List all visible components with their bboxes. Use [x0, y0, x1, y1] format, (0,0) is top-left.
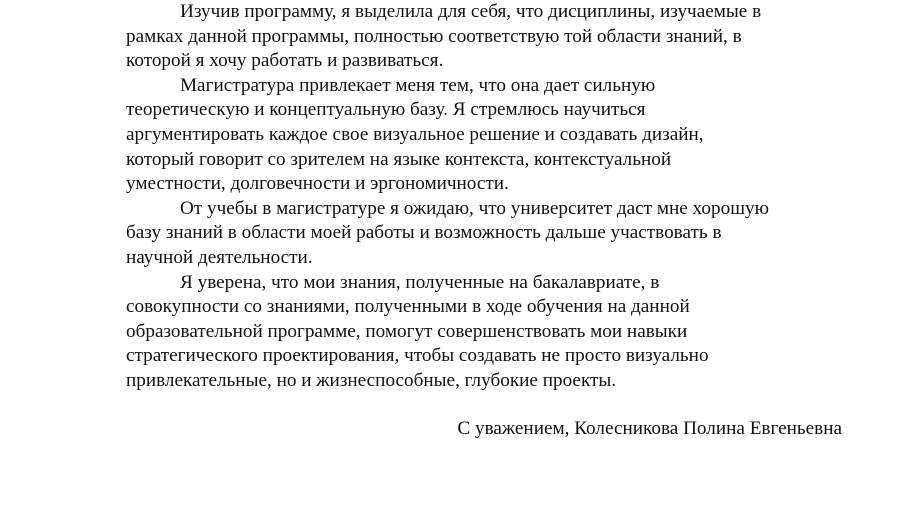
paragraph-line: научной деятельности. — [126, 246, 313, 268]
paragraph-2 — [126, 74, 842, 197]
paragraph-line: Магистратура привлекает меня тем, что она дает сильную — [180, 74, 656, 96]
paragraph-1 — [126, 0, 842, 74]
paragraph-line: аргументировать каждое свое визуальное решение и создавать дизайн, — [126, 123, 704, 145]
paragraph-line: базу знаний в области моей работы и возможность дальше участвовать в — [126, 222, 722, 244]
paragraph-line: который говорит со зрителем на языке контекста, контекстуальной — [126, 148, 672, 170]
document-body — [126, 0, 842, 441]
paragraph-line: которой я хочу работать и развиваться. — [126, 50, 444, 72]
paragraph-line: уместности, долговечности и эргономичности. — [126, 173, 509, 195]
paragraph-line: совокупности со знаниями, полученными в ходе обучения на данной — [126, 296, 690, 318]
paragraph-line: рамках данной программы, полностью соответствую той области знаний, в — [126, 25, 742, 47]
signature: С уважением, Колесникова Полина Евгеньевна — [457, 417, 842, 439]
paragraph-line: стратегического проектирования, чтобы создавать не просто визуально — [126, 345, 709, 367]
paragraph-line: теоретическую и концептуальную базу. Я стремлюсь научиться — [126, 99, 646, 121]
paragraph-line: Изучив программу, я выделила для себя, что дисциплины, изучаемые в — [180, 1, 762, 22]
paragraph-line: Я уверена, что мои знания, полученные на бакалавриате, в — [180, 271, 660, 293]
paragraph-line: От учебы в магистратуре я ожидаю, что университет даст мне хорошую — [180, 197, 769, 219]
paragraph-line: образовательной программе, помогут совершенствовать мои навыки — [126, 320, 688, 342]
paragraph-3 — [126, 197, 842, 271]
paragraph-line: привлекательные, но и жизнеспособные, глубокие проекты. — [126, 369, 617, 391]
paragraph-4 — [126, 271, 842, 394]
